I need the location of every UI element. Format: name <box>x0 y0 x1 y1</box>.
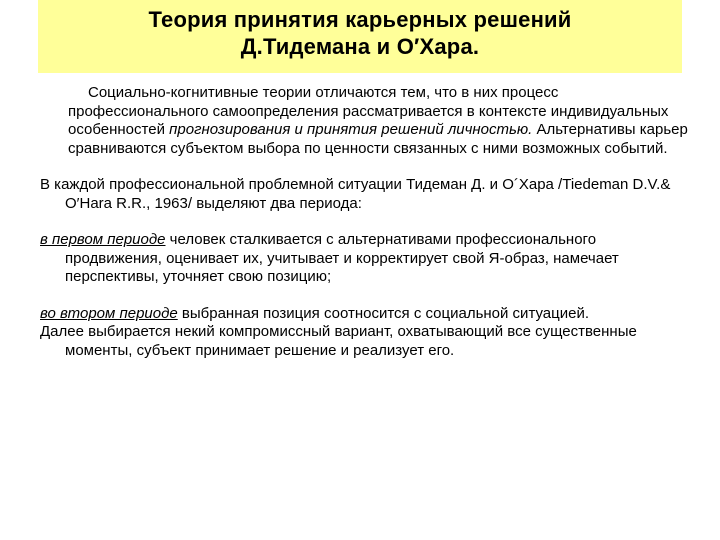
second-period-text: выбранная позиция соотносится с социальной ситуацией. <box>177 304 590 322</box>
slide-title-line-1: Теория принятия карьерных решений <box>148 7 572 32</box>
intro-paragraph <box>40 84 690 158</box>
first-period-paragraph <box>40 231 690 287</box>
second-period-label: во втором периоде <box>40 304 178 322</box>
situation-paragraph: В каждой профессиональной проблемной ситуации Тидеман Д. и О´Хара /Tiedeman D.V.& O′Hara R.R., 1963/ выделяют два периода: <box>40 176 671 212</box>
intro-text-a: Социально-когнитивные теории отличаются тем, что в них процесс профессионального самоопределения рассматривается в контексте индивидуальных особенностей <box>68 84 669 138</box>
second-period-paragraph <box>40 305 690 324</box>
first-period-text: человек сталкивается с альтернативами профессионального продвижения, оценивает их, учитывает и корректирует свой Я-образ, намечает перспективы, уточняет свою позицию; <box>65 231 619 285</box>
further-paragraph: Далее выбирается некий компромиссный вариант, охватывающий все существенные моменты, субъект принимает решение и реализует его. <box>40 323 637 359</box>
slide-body <box>40 84 690 360</box>
first-period-label: в первом периоде <box>40 231 166 248</box>
intro-text-b: Альтернативы карьер сравниваются субъектом выбора по ценности связанных с ними возможных событий. <box>68 121 688 157</box>
slide-title-line-2: Д.Тидемана и О′Хара. <box>240 34 480 59</box>
intro-italic-text: прогнозирования и принятия решений личностью. <box>169 121 533 138</box>
title-banner <box>38 0 682 73</box>
